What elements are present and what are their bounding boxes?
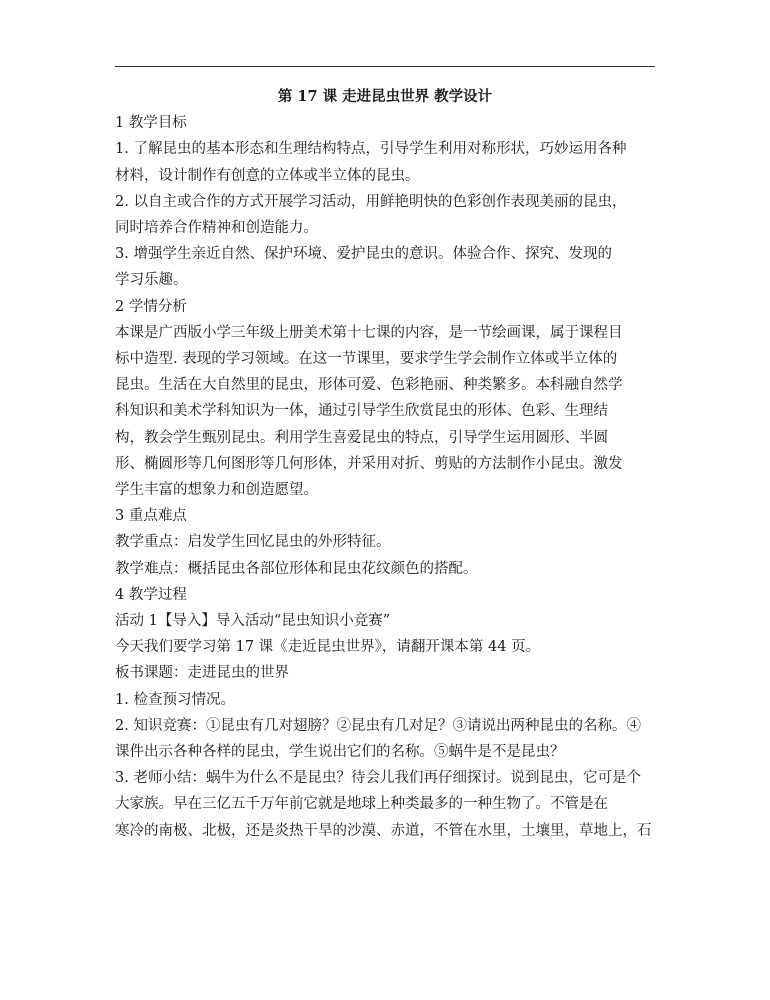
step-3-line-2: 大家族。早在三亿五千万年前它就是地球上种类最多的一种生物了。不管是在: [115, 796, 608, 813]
intro-line: 今天我们要学习第 17 课《走近昆虫世界》，请翻开课本第 44 页。: [115, 639, 541, 656]
document-title: 第 17 课 走进昆虫世界 教学设计: [277, 88, 493, 105]
analysis-line-3: 昆虫。生活在大自然里的昆虫，形体可爱、色彩艳丽、种类繁多。本科融自然学: [115, 377, 623, 394]
step-2-line-2: 课件出示各种各样的昆虫，学生说出它们的名称。⑤蜗牛是不是昆虫？: [115, 744, 565, 761]
key-point-line: 教学重点：启发学生回忆昆虫的外形特征。: [115, 534, 391, 551]
document-body: [115, 110, 655, 844]
section-heading-objectives: 1 教学目标: [115, 115, 187, 132]
document-page: [115, 84, 655, 844]
objective-3-line-1: 3. 增强学生亲近自然、保护环境、爱护昆虫的意识。体验合作、探究、发现的: [115, 246, 612, 263]
objective-3-line-2: 学习乐趣。: [115, 272, 188, 289]
header-rule: [115, 66, 655, 67]
step-3-line-1: 3. 老师小结：蜗牛为什么不是昆虫？待会儿我们再仔细探讨。说到昆虫，它可是个: [115, 770, 641, 787]
section-heading-analysis: 2 学情分析: [115, 298, 187, 315]
analysis-line-4: 科知识和美术学科知识为一体，通过引导学生欣赏昆虫的形体、色彩、生理结: [115, 403, 608, 420]
section-heading-process: 4 教学过程: [115, 586, 187, 603]
section-heading-key-points: 3 重点难点: [115, 508, 187, 525]
objective-2-line-2: 同时培养合作精神和创造能力。: [115, 220, 318, 237]
objective-1-line-1: 1. 了解昆虫的基本形态和生理结构特点，引导学生利用对称形状，巧妙运用各种: [115, 141, 627, 158]
objective-1-line-2: 材料，设计制作有创意的立体或半立体的昆虫。: [115, 167, 420, 184]
analysis-line-2: 标中造型. 表现的学习领域。在这一节课里，要求学生学会制作立体或半立体的: [115, 351, 618, 368]
step-3-line-3: 寒冷的南极、北极，还是炎热干旱的沙漠、赤道，不管在水里，土壤里，草地上，石: [115, 822, 652, 839]
difficulty-line: 教学难点：概括昆虫各部位形体和昆虫花纹颜色的搭配。: [115, 560, 478, 577]
analysis-line-6: 形、椭圆形等几何图形等几何形体，并采用对折、剪贴的方法制作小昆虫。激发: [115, 455, 623, 472]
board-title-line: 板书课题：走进昆虫的世界: [115, 665, 289, 682]
step-2-line-1: 2. 知识竞赛：①昆虫有几对翅膀？②昆虫有几对足？③请说出两种昆虫的名称。④: [115, 717, 641, 734]
objective-2-line-1: 2. 以自主或合作的方式开展学习活动，用鲜艳明快的色彩创作表现美丽的昆虫，: [115, 193, 627, 210]
analysis-line-1: 本课是广西版小学三年级上册美术第十七课的内容，是一节绘画课，属于课程目: [115, 324, 623, 341]
analysis-line-7: 学生丰富的想象力和创造愿望。: [115, 482, 318, 499]
activity-1-heading: 活动 1【导入】导入活动“昆虫知识小竞赛”: [115, 613, 391, 630]
step-1-line: 1. 检查预习情况。: [115, 691, 235, 708]
analysis-line-5: 构，教会学生甄别昆虫。利用学生喜爱昆虫的特点，引导学生运用圆形、半圆: [115, 429, 608, 446]
